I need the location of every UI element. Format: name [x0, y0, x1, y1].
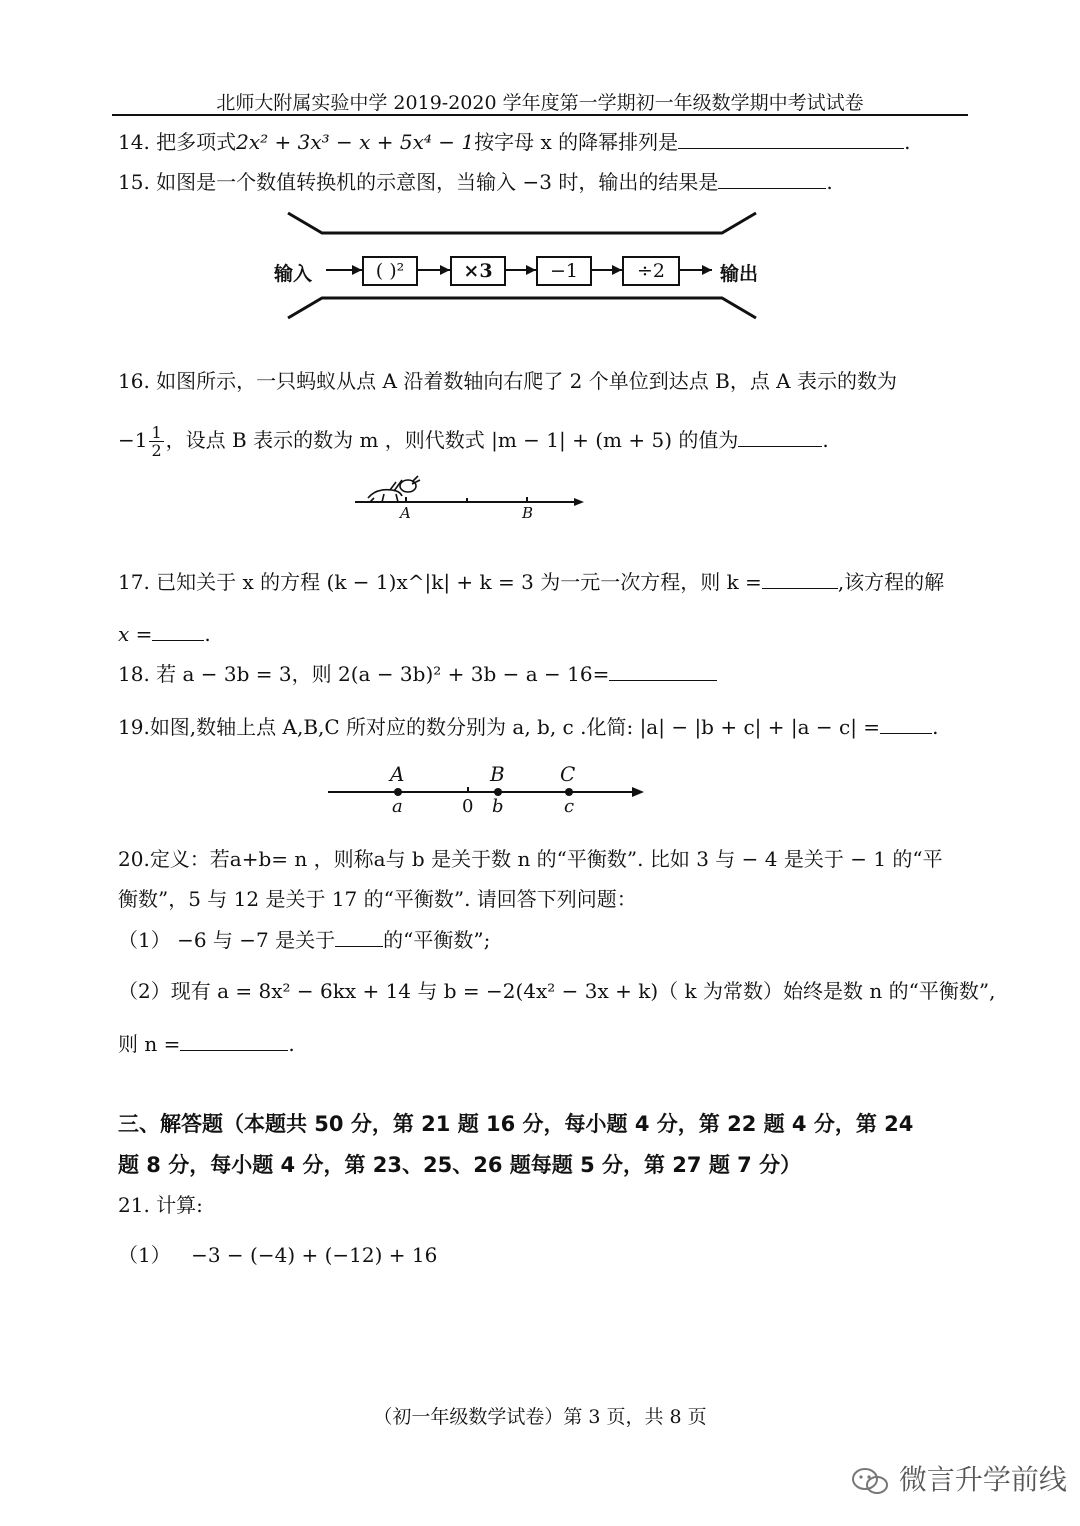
- axis-value-a: a: [392, 796, 403, 817]
- q20-sub1-pre: （1） −6 与 −7 是关于: [118, 928, 336, 952]
- q16-end: .: [822, 428, 829, 452]
- q17-line1-end: ,该方程的解: [837, 570, 945, 594]
- ant-axis-svg: [350, 470, 590, 525]
- op-minus-1-box: −1: [536, 256, 592, 286]
- q17-end: .: [204, 622, 211, 646]
- q21-sub1-expression: −3 − (−4) + (−12) + 16: [191, 1243, 438, 1267]
- q16-fraction: [149, 424, 163, 459]
- q16-number: 16.: [118, 369, 150, 393]
- question-17-line2: [118, 620, 211, 647]
- q16-frac-numerator: 1: [151, 423, 162, 442]
- question-16-line2: [118, 424, 829, 459]
- q18-text: 若 a − 3b = 3，则 2(a − 3b)² + 3b − a − 16=: [156, 662, 610, 686]
- q17-number: 17.: [118, 570, 150, 594]
- q20-sub2-blank: [180, 1030, 288, 1051]
- ant-point-b-label: B: [522, 504, 534, 522]
- q21-number: 21.: [118, 1193, 150, 1217]
- point-a-dot: [394, 788, 402, 796]
- point-c-dot: [565, 788, 573, 796]
- q18-answer-blank: [609, 660, 717, 681]
- q20-line2: 衡数”，5 与 12 是关于 17 的“平衡数”. 请回答下列问题：: [118, 887, 637, 911]
- q15-number: 15.: [118, 170, 150, 194]
- question-21-sub1: [118, 1242, 437, 1268]
- q20-sub2-line2: 则 n =: [118, 1032, 181, 1056]
- question-20-sub1: [118, 926, 490, 953]
- q21-text: 计算:: [156, 1193, 203, 1217]
- q15-end: .: [826, 170, 833, 194]
- q14-number: 14.: [118, 130, 150, 154]
- machine-output-label: 输出: [720, 263, 759, 285]
- conversion-machine: [0, 0, 1080, 330]
- q17-line1: 已知关于 x 的方程 (k − 1)x^|k| + k = 3 为一元一次方程，则 k =: [156, 570, 762, 594]
- question-20-line1: [118, 846, 943, 872]
- q16-answer-blank: [738, 426, 822, 447]
- axis-point-a: A: [390, 762, 405, 786]
- question-17-line1: [118, 568, 944, 595]
- section-3-heading-line1: 三、解答题（本题共 50 分，第 21 题 16 分，每小题 4 分，第 22 题 4 分，第 24: [118, 1112, 914, 1136]
- q20-sub2: （2）现有 a = 8x² − 6kx + 14 与 b = −2(4x² − 3x + k)（ k 为常数）始终是数 n 的“平衡数”,: [118, 979, 996, 1003]
- page-footer: （初一年级数学试卷）第 3 页，共 8 页: [373, 1406, 707, 1428]
- q14-prefix: 把多项式: [156, 130, 237, 154]
- q20-sub1-blank: [335, 926, 383, 947]
- page-header: 北师大附属实验中学 2019-2020 学年度第一学期初一年级数学期中考试试卷: [216, 92, 864, 114]
- q19-answer-blank: [880, 713, 932, 734]
- axis-point-c: C: [560, 762, 576, 786]
- q18-number: 18.: [118, 662, 150, 686]
- question-19: [118, 713, 938, 740]
- q15-text: 如图是一个数值转换机的示意图，当输入 −3 时，输出的结果是: [156, 170, 719, 194]
- question-20-sub2-line2: [118, 1030, 295, 1057]
- section-3-heading-line2: 题 8 分，每小题 4 分，第 23、25、26 题每题 5 分，第 27 题 7 分）: [118, 1153, 802, 1177]
- axis-origin: 0: [462, 796, 474, 817]
- question-20-sub2: [118, 978, 995, 1004]
- ant-point-a-label: A: [400, 504, 411, 522]
- q14-end: .: [904, 130, 911, 154]
- q16-frac-denominator: 2: [151, 441, 162, 460]
- q17-x-label: x =: [118, 622, 153, 646]
- op-square-box: ( )²: [362, 256, 418, 286]
- q17-x-blank: [152, 620, 204, 641]
- q21-sub1-label: （1）: [118, 1243, 171, 1267]
- q19-number: 19.: [118, 715, 150, 739]
- q16-line2: ，设点 B 表示的数为 m ，则代数式 |m − 1| + (m + 5) 的值为: [165, 428, 739, 452]
- q19-text: 如图,数轴上点 A,B,C 所对应的数分别为 a, b, c .化简: |a| − |b + c| + |a − c| =: [149, 715, 881, 739]
- q19-end: .: [932, 715, 939, 739]
- axis-value-b: b: [492, 796, 504, 817]
- q20-line1: 定义：若a+b= n ，则称a与 b 是关于数 n 的“平衡数”. 比如 3 与 − 4 是关于 − 1 的“平: [149, 847, 943, 871]
- q16-neg-whole: −1: [118, 428, 148, 452]
- question-20-line2: [118, 886, 637, 912]
- question-16-line1: [118, 368, 897, 394]
- q20-number: 20.: [118, 847, 150, 871]
- question-21: [118, 1192, 203, 1218]
- watermark-text: 微言升学前线: [898, 1463, 1067, 1496]
- abc-number-line: [326, 760, 656, 820]
- point-b-dot: [494, 788, 502, 796]
- wechat-icon: [850, 1465, 890, 1497]
- q14-polynomial: 2x² + 3x³ − x + 5x⁴ − 1: [236, 130, 475, 154]
- watermark: [850, 1458, 1067, 1498]
- axis-value-c: c: [564, 796, 575, 817]
- op-times-3-box: ×3: [450, 256, 506, 286]
- op-divide-2-box: ÷2: [622, 256, 680, 286]
- ant-icon: [368, 476, 420, 502]
- ant-number-line: [350, 470, 590, 525]
- q14-suffix: 按字母 x 的降幂排列是: [474, 130, 679, 154]
- q20-sub1-post: 的“平衡数”;: [383, 928, 491, 952]
- question-18: [118, 660, 717, 687]
- q20-end: .: [288, 1032, 295, 1056]
- q17-k-blank: [762, 568, 838, 589]
- axis-point-b: B: [490, 762, 505, 786]
- machine-input-label: 输入: [274, 263, 313, 285]
- q16-line1: 如图所示，一只蚂蚁从点 A 沿着数轴向右爬了 2 个单位到达点 B，点 A 表示的数为: [156, 369, 897, 393]
